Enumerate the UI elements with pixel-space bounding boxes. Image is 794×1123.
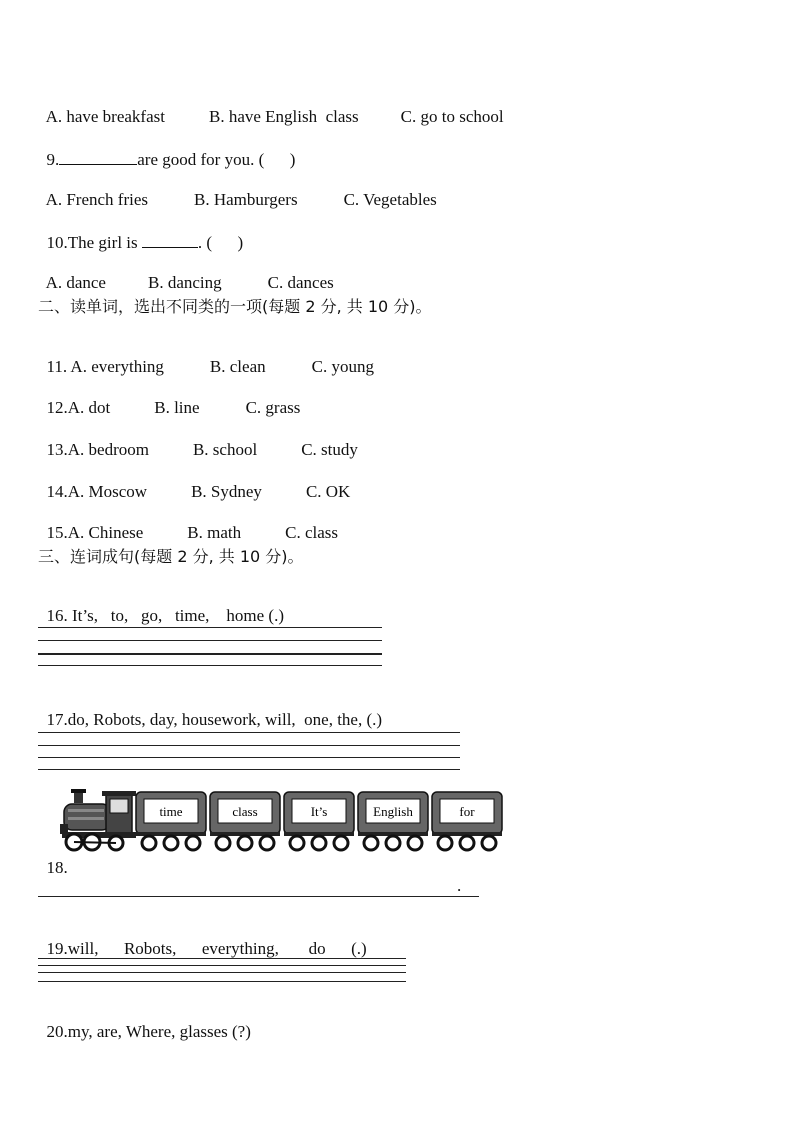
q9-text: are good for you. ( ) <box>137 150 296 169</box>
train-car <box>284 792 354 850</box>
q18-period: . <box>457 876 462 895</box>
wheel-icon <box>334 836 348 850</box>
wheel-icon <box>290 836 304 850</box>
q10-question <box>38 212 243 253</box>
q11-number: 11 <box>46 357 63 376</box>
q10-blank[interactable] <box>142 232 198 248</box>
q13-option-c: C. study <box>301 440 358 459</box>
q17-number: 17 <box>46 710 64 729</box>
writing-line <box>38 627 382 628</box>
q14 <box>38 462 350 502</box>
q8-option-c: C. go to school <box>400 107 504 126</box>
writing-line <box>38 769 460 770</box>
q18-number: 18 <box>46 858 64 877</box>
q9-blank[interactable] <box>59 149 137 165</box>
q17 <box>38 690 382 730</box>
q11-option-b: B. clean <box>209 357 266 376</box>
q12-option-b: B. line <box>154 398 200 417</box>
wheel-icon <box>460 836 474 850</box>
q13 <box>38 420 358 460</box>
section-3-heading: 三、连词成句(每题 2 分, 共 10 分)。 <box>38 547 304 566</box>
wheel-icon <box>216 836 230 850</box>
q20-text: .my, are, Where, glasses (?) <box>63 1022 251 1041</box>
writing-line <box>38 640 382 641</box>
q14-option-b: B. Sydney <box>191 482 262 501</box>
q20 <box>38 1002 251 1042</box>
q12-option-a: .A. dot <box>63 398 111 417</box>
wheel-icon <box>364 836 378 850</box>
q18-text: . <box>63 858 68 877</box>
q9-number: 9. <box>46 150 60 169</box>
q8-option-b: B. have English class <box>208 107 359 126</box>
q16-number: 16 <box>46 606 64 625</box>
wheel-icon <box>312 836 326 850</box>
train-car-label: for <box>459 804 475 819</box>
q9-option-c: C. Vegetables <box>343 190 437 209</box>
train-car <box>432 792 502 850</box>
wheel-icon <box>482 836 496 850</box>
train-cars <box>136 792 502 850</box>
wheel-icon <box>408 836 422 850</box>
section-2-heading: 二、读单词，选出不同类的一项(每题 2 分, 共 10 分)。 <box>38 297 432 316</box>
q19 <box>38 919 367 959</box>
writing-line <box>38 653 382 655</box>
q13-number: 13 <box>46 440 64 459</box>
q10-option-c: C. dances <box>267 273 334 292</box>
wheel-icon <box>186 836 200 850</box>
train-car-label: time <box>159 804 183 819</box>
wheel-icon <box>142 836 156 850</box>
q12-number: 12 <box>46 398 64 417</box>
writing-line <box>38 896 479 897</box>
q13-option-b: B. school <box>192 440 258 459</box>
q15 <box>38 503 338 543</box>
train-car-label: English <box>373 804 413 819</box>
writing-line <box>38 757 460 758</box>
q12 <box>38 378 300 418</box>
q15-option-a: .A. Chinese <box>63 523 144 542</box>
wheel-icon <box>238 836 252 850</box>
train-car <box>210 792 280 850</box>
q8-options <box>38 87 504 127</box>
q14-option-c: C. OK <box>305 482 351 501</box>
q11-option-c: C. young <box>311 357 374 376</box>
writing-line <box>38 732 460 733</box>
q9-options <box>38 170 437 210</box>
q9-question <box>38 129 295 170</box>
train-illustration <box>60 788 504 856</box>
q9-option-a: A. French fries <box>45 190 149 209</box>
writing-line <box>38 665 382 666</box>
q11 <box>38 337 374 377</box>
q14-option-a: .A. Moscow <box>63 482 148 501</box>
writing-line <box>38 981 406 982</box>
writing-line <box>38 745 460 746</box>
train-car-label: class <box>232 804 258 819</box>
q14-number: 14 <box>46 482 64 501</box>
writing-line <box>38 972 406 973</box>
writing-line <box>38 958 406 959</box>
q19-text: .will, Robots, everything, do (.) <box>63 939 367 958</box>
q11-option-a: . A. everything <box>62 357 164 376</box>
q15-number: 15 <box>46 523 64 542</box>
q15-option-c: C. class <box>285 523 339 542</box>
q17-text: .do, Robots, day, housework, will, one, the, (.) <box>63 710 383 729</box>
train-car-label: It’s <box>310 804 328 819</box>
wheel-icon <box>386 836 400 850</box>
q10-option-b: B. dancing <box>147 273 222 292</box>
q12-option-c: C. grass <box>245 398 301 417</box>
q10-options <box>38 253 334 293</box>
locomotive-icon <box>60 789 136 850</box>
q20-number: 20 <box>46 1022 64 1041</box>
q19-number: 19 <box>46 939 64 958</box>
train-car <box>358 792 428 850</box>
q15-option-b: B. math <box>187 523 242 542</box>
q16-text: . It’s, to, go, time, home (.) <box>63 606 285 625</box>
q10-option-a: A. dance <box>45 273 106 292</box>
q8-option-a: A. have breakfast <box>45 107 165 126</box>
q10-number: 10. <box>46 233 68 252</box>
writing-line <box>38 965 406 966</box>
q10-text: The girl is <box>67 233 142 252</box>
wheel-icon <box>164 836 178 850</box>
wheel-icon <box>260 836 274 850</box>
train-car <box>136 792 206 850</box>
q9-option-b: B. Hamburgers <box>194 190 298 209</box>
q13-option-a: .A. bedroom <box>63 440 149 459</box>
wheel-icon <box>438 836 452 850</box>
q16 <box>38 586 284 626</box>
q10-tail: . ( ) <box>197 233 244 252</box>
